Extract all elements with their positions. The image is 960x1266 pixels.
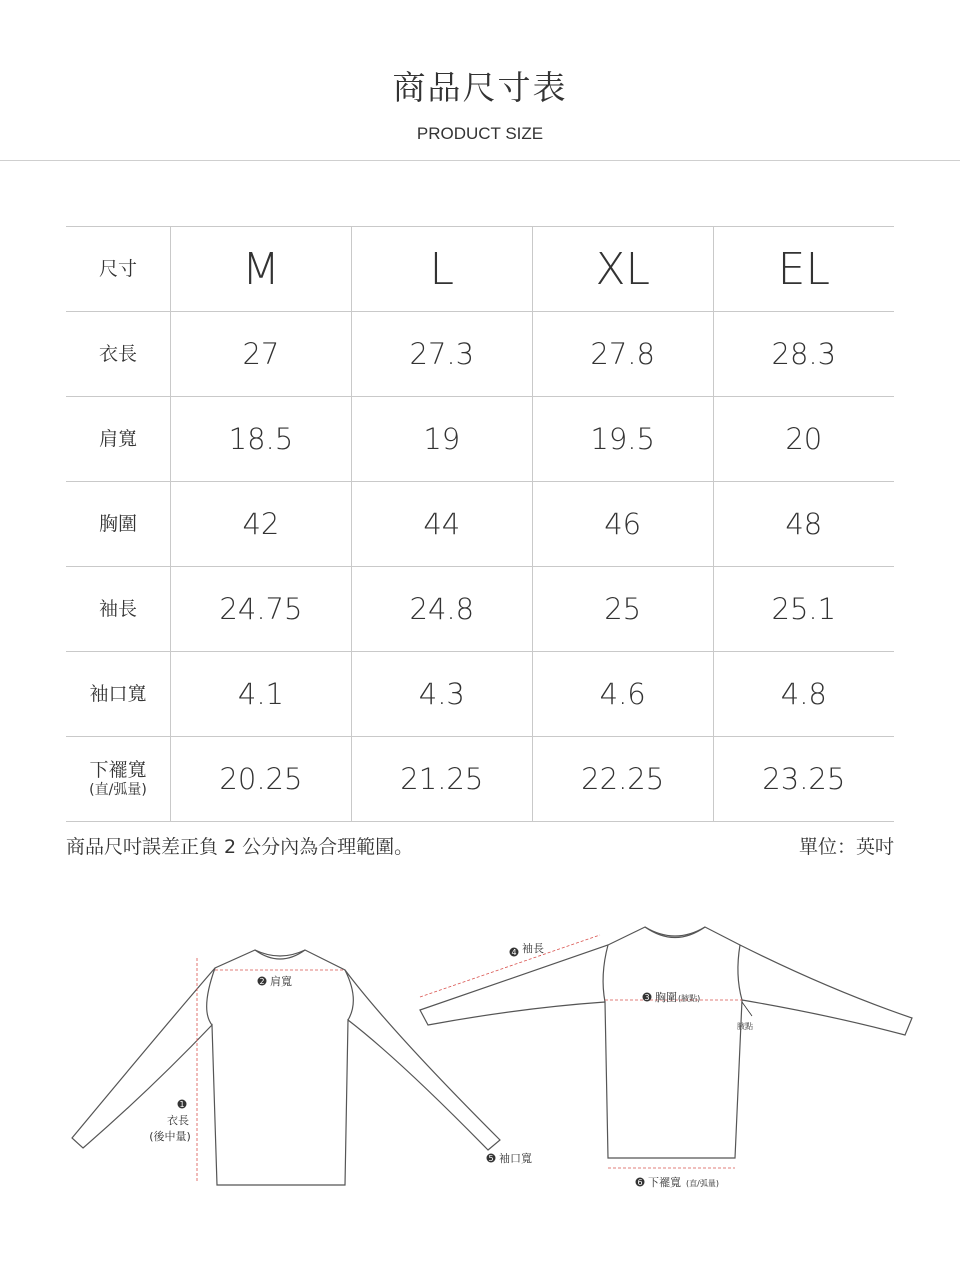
row-label	[66, 737, 171, 822]
row-label: 袖口寬	[66, 652, 171, 737]
table-cell: 19	[351, 397, 532, 482]
table-cell: 25.1	[713, 567, 894, 652]
table-cell: 48	[713, 482, 894, 567]
front-view-shirt-outline	[420, 927, 912, 1158]
row-label-sub: (直/弧量)	[89, 782, 147, 798]
label-chest-sub: (腋點)	[678, 994, 701, 1003]
label-hem: 下襬寬	[648, 1176, 681, 1189]
table-cell: 27	[171, 312, 352, 397]
tolerance-note: 商品尺吋誤差正負 2 公分內為合理範圍。	[66, 836, 414, 858]
table-cell: 46	[532, 482, 713, 567]
table-cell: 4.8	[713, 652, 894, 737]
size-label: 尺寸	[66, 227, 171, 312]
table-cell: 21.25	[351, 737, 532, 822]
measurement-diagram	[0, 900, 960, 1220]
size-l: L	[351, 227, 532, 312]
table-cell: 4.1	[171, 652, 352, 737]
table-header-row	[66, 227, 894, 312]
size-table	[66, 226, 894, 822]
label-cuff: 袖口寬	[499, 1152, 532, 1165]
size-m: M	[171, 227, 352, 312]
back-view-measure-lines	[197, 958, 345, 1183]
marker-5-number: 5	[488, 1154, 494, 1163]
table-cell: 23.25	[713, 737, 894, 822]
table-row	[66, 312, 894, 397]
table-cell: 42	[171, 482, 352, 567]
row-label: 袖長	[66, 567, 171, 652]
front-view-measure-lines	[420, 935, 742, 1168]
label-length: 衣長	[167, 1114, 189, 1127]
label-sleeve: 袖長	[522, 942, 544, 955]
unit-note: 單位：英吋	[798, 836, 894, 858]
table-cell: 20	[713, 397, 894, 482]
table-row	[66, 737, 894, 822]
row-label-main: 下襬寬	[89, 759, 147, 782]
label-chest: 胸圍	[655, 991, 677, 1004]
row-label: 肩寬	[66, 397, 171, 482]
size-el: EL	[713, 227, 894, 312]
table-cell: 24.8	[351, 567, 532, 652]
label-length-sub: (後中量)	[149, 1130, 191, 1143]
row-label: 胸圍	[66, 482, 171, 567]
page-subtitle: PRODUCT SIZE	[416, 124, 544, 143]
table-cell: 28.3	[713, 312, 894, 397]
table-row	[66, 567, 894, 652]
table-cell: 27.8	[532, 312, 713, 397]
table-cell: 24.75	[171, 567, 352, 652]
size-xl: XL	[532, 227, 713, 312]
marker-1-number: 1	[179, 1100, 185, 1109]
label-hem-sub: (直/弧量)	[686, 1179, 719, 1188]
table-cell: 27.3	[351, 312, 532, 397]
marker-4-number: 4	[511, 948, 517, 957]
table-row	[66, 482, 894, 567]
table-cell: 44	[351, 482, 532, 567]
row-label: 衣長	[66, 312, 171, 397]
page-title: 商品尺寸表	[392, 68, 568, 107]
marker-2-number: 2	[259, 977, 265, 986]
marker-3-number: 3	[644, 993, 650, 1002]
label-armpit: 腋點	[737, 1022, 753, 1031]
label-shoulder: 肩寬	[270, 975, 292, 988]
table-cell: 4.3	[351, 652, 532, 737]
table-cell: 22.25	[532, 737, 713, 822]
table-cell: 4.6	[532, 652, 713, 737]
armpit-pointer	[742, 1002, 752, 1016]
table-cell: 25	[532, 567, 713, 652]
header-divider	[0, 160, 960, 161]
table-cell: 19.5	[532, 397, 713, 482]
table-row	[66, 652, 894, 737]
marker-6-number: 6	[637, 1178, 643, 1187]
table-row	[66, 397, 894, 482]
table-cell: 18.5	[171, 397, 352, 482]
table-cell: 20.25	[171, 737, 352, 822]
